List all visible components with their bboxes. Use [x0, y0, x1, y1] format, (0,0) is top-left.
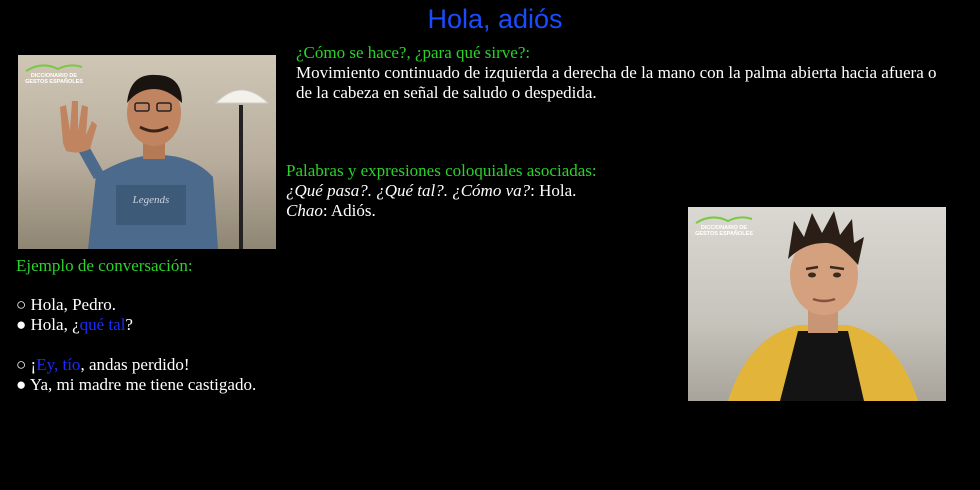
expression-1-italic: ¿Qué pasa?. ¿Qué tal?. ¿Cómo va? — [286, 181, 531, 200]
conversation-line — [16, 375, 256, 395]
conversation-line — [16, 315, 133, 335]
highlighted-expression: Ey, tío — [36, 355, 81, 374]
expression-1-meaning: : Hola. — [530, 181, 577, 200]
logo-line-1: DICCIONARIO DE — [700, 225, 748, 231]
conversation-text: ¡ — [26, 355, 37, 374]
how-description: Movimiento continuado de izquierda a derecha de la mano con la palma abierta hacia afuera o de la cabeza en señal de saludo o despedida. — [296, 63, 937, 102]
expression-2-meaning: : Adiós. — [322, 201, 376, 220]
dictionary-logo — [692, 215, 756, 237]
expressions-label: Palabras y expresiones coloquiales asociadas: — [286, 161, 597, 180]
logo-swoosh-icon — [22, 63, 86, 73]
bullet-filled-icon: ● — [16, 315, 27, 334]
svg-text:Legends: Legends — [132, 194, 170, 206]
highlighted-expression: qué tal — [79, 315, 126, 334]
bullet-open-icon: ○ — [16, 295, 27, 314]
page-title: Hola, adiós — [427, 4, 563, 34]
nodding-man-photo — [688, 207, 946, 401]
bullet-filled-icon: ● — [16, 375, 27, 394]
expression-2-italic: Chao — [286, 201, 323, 220]
conversation-text: Hola, ¿ — [26, 315, 80, 334]
waving-man-photo — [18, 55, 276, 249]
dictionary-logo — [22, 63, 86, 85]
logo-line-2: GESTOS ESPAÑOLES — [695, 231, 753, 237]
logo-line-2: GESTOS ESPAÑOLES — [25, 79, 83, 85]
expression-line-1 — [286, 181, 576, 201]
example-label: Ejemplo de conversación: — [16, 256, 193, 275]
conversation-text: Ya, mi madre me tiene castigado. — [26, 375, 257, 394]
expression-line-2 — [286, 201, 376, 221]
bullet-open-icon: ○ — [16, 355, 27, 374]
conversation-text: Hola, Pedro. — [26, 295, 116, 314]
how-label: ¿Cómo se hace?, ¿para qué sirve?: — [296, 43, 531, 62]
conversation-text: ? — [125, 315, 133, 334]
conversation-line — [16, 295, 116, 315]
logo-line-1: DICCIONARIO DE — [30, 73, 78, 79]
conversation-line — [16, 355, 190, 375]
logo-swoosh-icon — [692, 215, 756, 225]
conversation-text: , andas perdido! — [80, 355, 190, 374]
